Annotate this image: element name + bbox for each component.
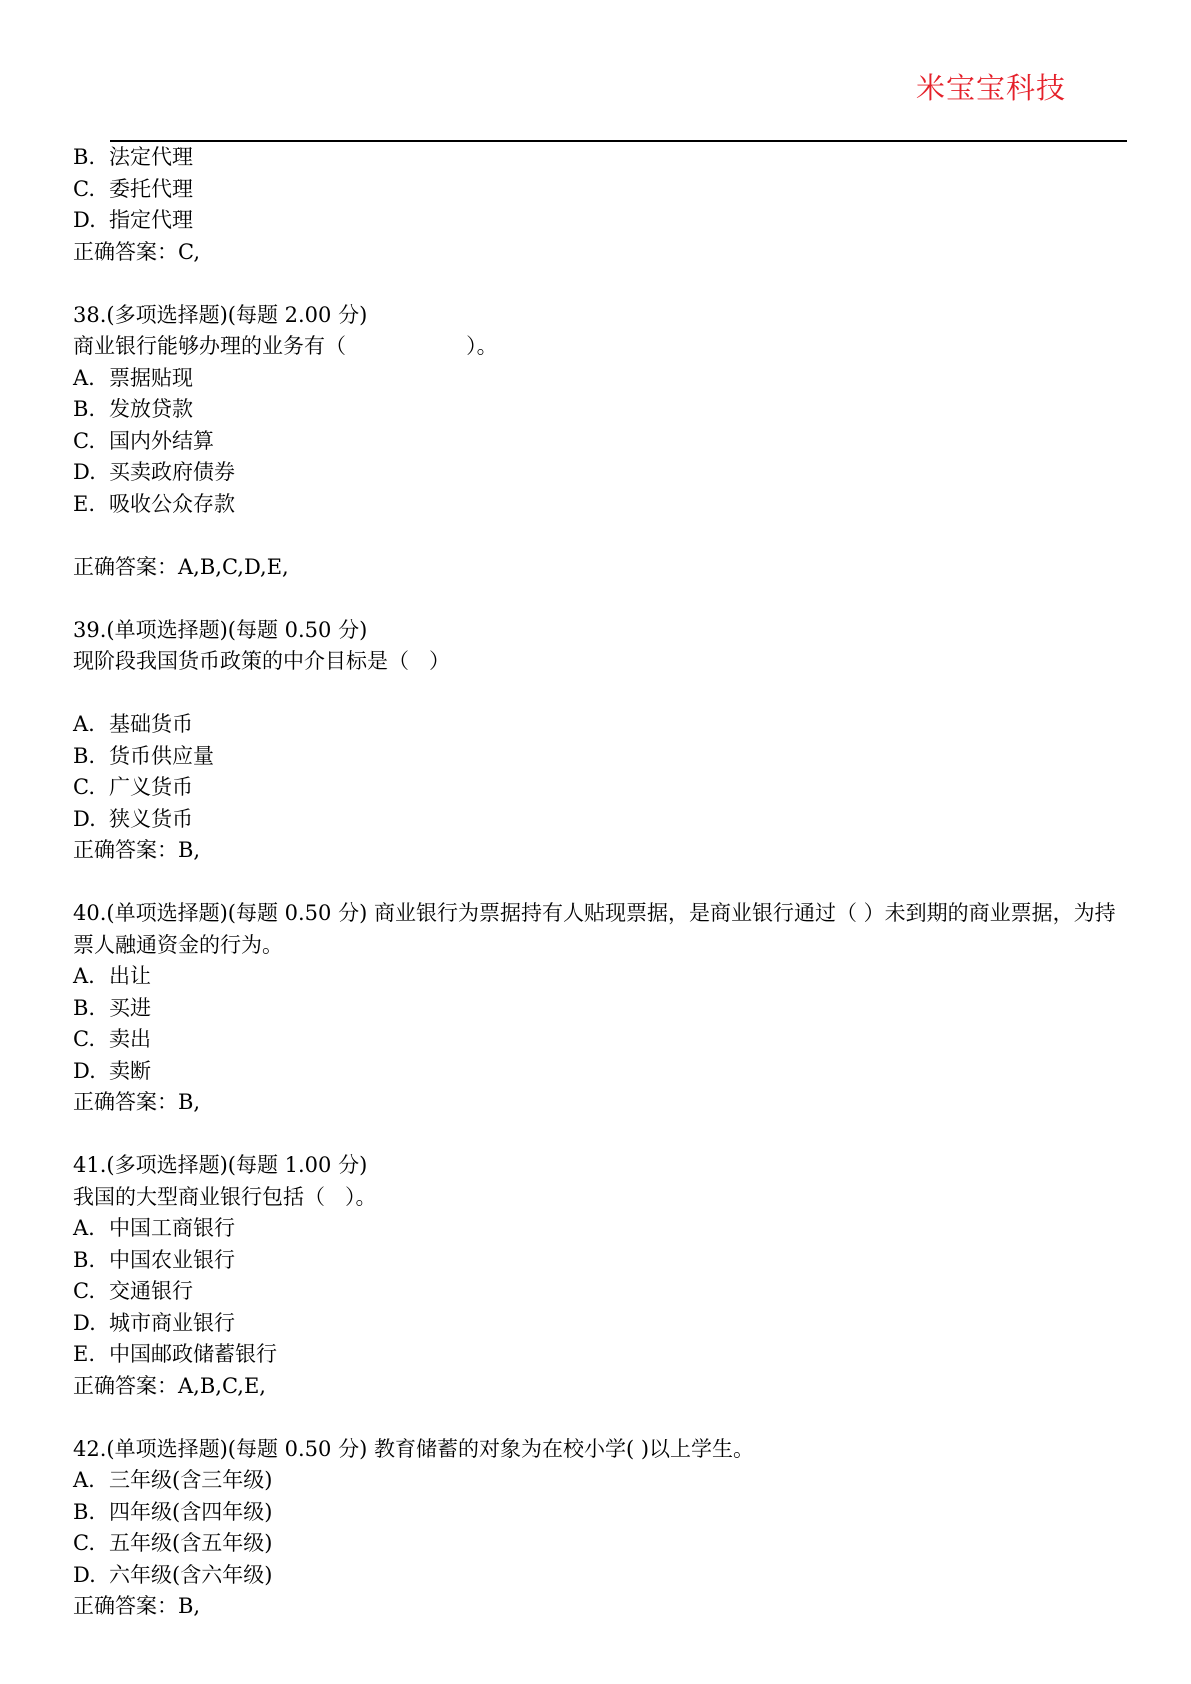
option-text: 五年级(含五年级) [109, 1531, 273, 1555]
option-letter: E. [73, 491, 96, 516]
option-text: 六年级(含六年级) [109, 1562, 273, 1587]
question-header: 38.(多项选择题)(每题 2.00 分) [73, 302, 368, 327]
option-a [73, 1465, 1133, 1497]
option-c [73, 772, 1133, 804]
question-header: 41.(多项选择题)(每题 1.00 分) [73, 1153, 368, 1177]
option-text: 卖出 [109, 1027, 151, 1051]
option-letter: A. [73, 1216, 95, 1240]
question-stem: 商业银行能够办理的业务有（ ）。 [73, 334, 498, 358]
answer-line: 正确答案：A,B,C,D,E, [73, 554, 289, 579]
option-letter: B. [73, 743, 96, 768]
option-letter: A. [73, 712, 95, 736]
option-text: 出让 [109, 964, 151, 988]
option-letter: D. [73, 460, 96, 484]
option-letter: C. [73, 1279, 95, 1303]
answer-line: 正确答案：B, [73, 1594, 201, 1618]
option-d [73, 1308, 1133, 1340]
option-c [73, 1024, 1133, 1056]
question-41 [73, 1150, 1133, 1402]
question-39 [73, 615, 1133, 867]
option-text: 买进 [109, 995, 151, 1020]
option-a [73, 961, 1133, 993]
option-text: 买卖政府债券 [109, 460, 235, 484]
option-b [73, 741, 1133, 773]
option-b [73, 993, 1133, 1025]
option-text: 城市商业银行 [109, 1310, 235, 1335]
option-b [73, 394, 1133, 426]
option-text: 票据贴现 [109, 365, 193, 390]
option-text: 吸收公众存款 [109, 491, 235, 516]
option-text: 三年级(含三年级) [109, 1468, 273, 1492]
option-letter: B. [73, 1499, 96, 1524]
option-text: 法定代理 [109, 145, 193, 169]
question-header: 39.(单项选择题)(每题 0.50 分) [73, 617, 368, 642]
option-text: 货币供应量 [109, 743, 214, 768]
option-d [73, 205, 1133, 237]
option-b [73, 142, 1133, 174]
option-letter: B. [73, 1247, 96, 1272]
option-e [73, 1339, 1133, 1371]
option-b [73, 1497, 1133, 1529]
option-letter: C. [73, 775, 95, 799]
option-a [73, 709, 1133, 741]
option-d [73, 457, 1133, 489]
answer-line: 正确答案：B, [73, 1090, 201, 1114]
option-text: 发放贷款 [109, 397, 193, 421]
option-c [73, 426, 1133, 458]
brand-logo-text: 米宝宝科技 [915, 71, 1066, 105]
option-text: 四年级(含四年级) [109, 1499, 273, 1524]
option-letter: C. [73, 1531, 95, 1555]
answer-line: 正确答案：B, [73, 838, 201, 862]
option-letter: C. [73, 176, 95, 201]
option-e [73, 489, 1133, 521]
option-text: 中国农业银行 [109, 1247, 235, 1272]
question-header: 40.(单项选择题)(每题 0.50 分) 商业银行为票据持有人贴现票据，是商业银行通过（ ）未到期的商业票据，为持票人融通资金的行为。 [73, 901, 1116, 957]
option-text: 狭义货币 [109, 806, 193, 831]
option-letter: A. [73, 365, 95, 390]
option-text: 卖断 [109, 1058, 151, 1083]
option-d [73, 1560, 1133, 1592]
option-d [73, 1056, 1133, 1088]
option-a [73, 1213, 1133, 1245]
option-letter: D. [73, 208, 96, 232]
option-text: 中国工商银行 [109, 1216, 235, 1240]
answer-line: 正确答案：C, [73, 239, 200, 264]
option-letter: D. [73, 806, 96, 831]
option-c [73, 174, 1133, 206]
option-text: 委托代理 [109, 176, 193, 201]
answer-line: 正确答案：A,B,C,E, [73, 1373, 266, 1398]
option-text: 广义货币 [109, 775, 193, 799]
question-header: 42.(单项选择题)(每题 0.50 分) 教育储蓄的对象为在校小学( )以上学生。 [73, 1436, 755, 1461]
document-body [73, 142, 1133, 1623]
option-text: 国内外结算 [109, 428, 214, 453]
option-letter: D. [73, 1310, 96, 1335]
option-text: 中国邮政储蓄银行 [109, 1342, 277, 1366]
question-42 [73, 1434, 1133, 1623]
option-letter: C. [73, 428, 95, 453]
option-letter: B. [73, 145, 96, 169]
question-40 [73, 898, 1133, 1119]
question-38 [73, 300, 1133, 584]
option-letter: D. [73, 1562, 96, 1587]
option-c [73, 1528, 1133, 1560]
option-letter: A. [73, 964, 95, 988]
option-letter: C. [73, 1027, 95, 1051]
option-letter: D. [73, 1058, 96, 1083]
option-letter: B. [73, 397, 96, 421]
option-a [73, 363, 1133, 395]
option-letter: B. [73, 995, 96, 1020]
option-letter: A. [73, 1468, 95, 1492]
question-stem: 现阶段我国货币政策的中介目标是（ ） [73, 649, 451, 673]
option-b [73, 1245, 1133, 1277]
question-37-tail [73, 142, 1133, 268]
option-text: 指定代理 [109, 208, 193, 232]
option-d [73, 804, 1133, 836]
option-c [73, 1276, 1133, 1308]
option-letter: E. [73, 1342, 96, 1366]
option-text: 交通银行 [109, 1279, 193, 1303]
option-text: 基础货币 [109, 712, 193, 736]
question-stem: 我国的大型商业银行包括（ ）。 [73, 1184, 377, 1209]
